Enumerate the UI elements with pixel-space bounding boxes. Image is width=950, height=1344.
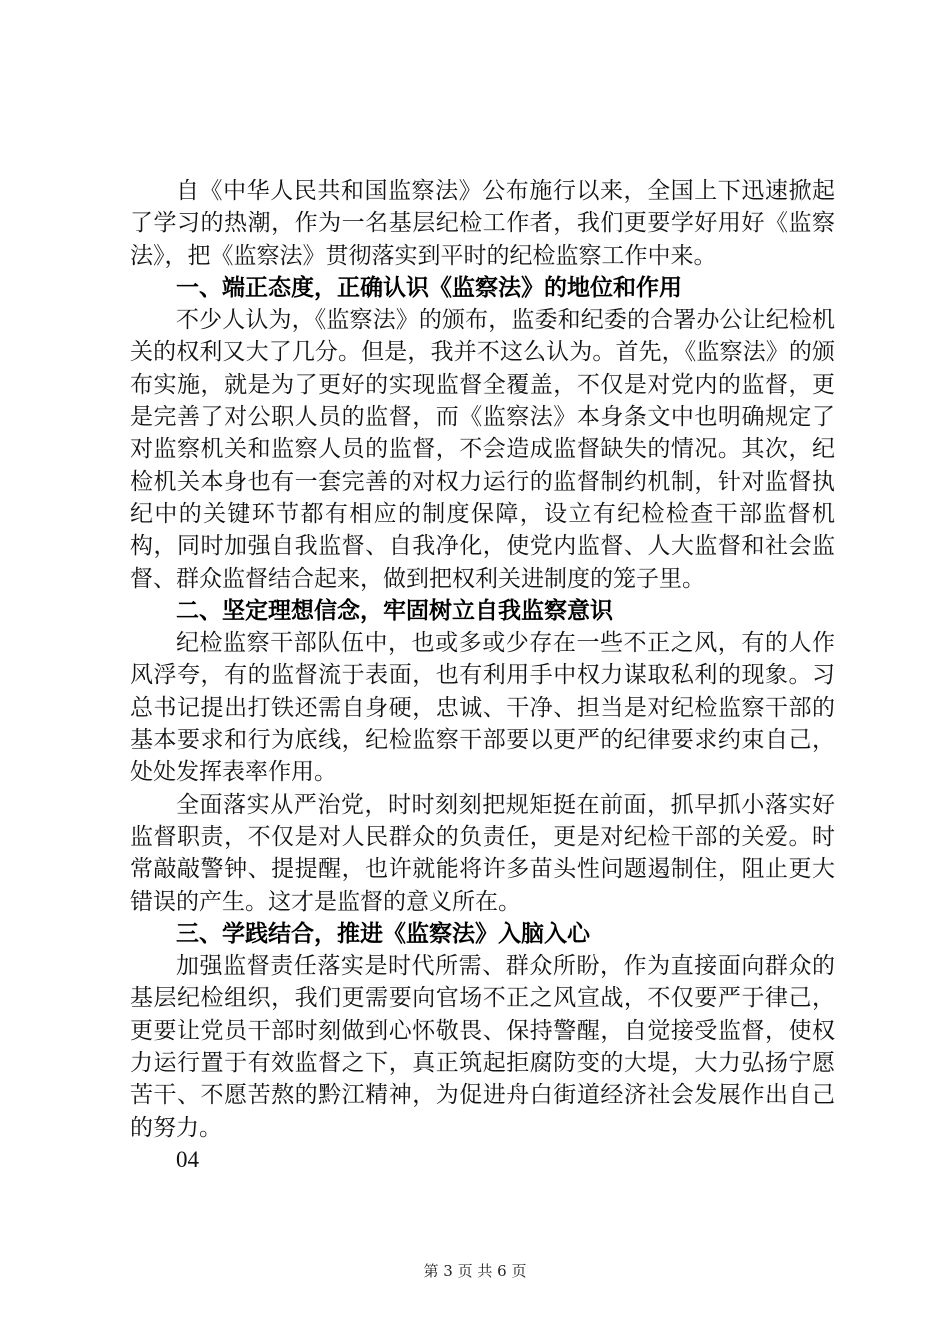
section-heading-3: 三、学践结合，推进《监察法》入脑入心 <box>176 920 590 947</box>
section-2-paragraph-1: 纪检监察干部队伍中，也或多或少存在一些不正之风，有的人作风浮夸，有的监督流于表面，也有利用手中权力谋取私利的现象。习总书记提出打铁还需自身硬，忠诚、干净、担当是对纪检监察干部的基本要求和行为底线，纪检监察干部要以更严的纪律要求约束自己，处处发挥表率作用。 <box>130 630 835 786</box>
section-1-paragraph: 不少人认为，《监察法》的颁布，监委和纪委的合署办公让纪检机关的权利又大了几分。但是，我并不这么认为。首先，《监察法》的颁布实施，就是为了更好的实现监督全覆盖，不仅是对党内的监督，更是完善了对公职人员的监督，而《监察法》本身条文中也明确规定了对监察机关和监察人员的监督，不会造成监督缺失的情况。其次，纪检机关本身也有一套完善的对权力运行的监督制约机制，针对监督执纪中的关键环节都有相应的制度保障，设立有纪检检查干部监督机构，同时加强自我监督、自我净化，使党内监督、人大监督和社会监督、群众监督结合起来，做到把权利关进制度的笼子里。 <box>130 307 835 592</box>
document-code-text: 04 <box>176 1146 199 1172</box>
document-body <box>130 175 835 1176</box>
intro-paragraph: 自《中华人民共和国监察法》公布施行以来，全国上下迅速掀起了学习的热潮，作为一名基层纪检工作者，我们更要学好用好《监察法》，把《监察法》贯彻落实到平时的纪检监察工作中来。 <box>130 178 835 269</box>
page-footer: 第 3 页 共 6 页 <box>423 1262 527 1280</box>
section-3-paragraph: 加强监督责任落实是时代所需、群众所盼，作为直接面向群众的基层纪检组织，我们更需要向官场不正之风宣战，不仅要严于律己，更要让党员干部时刻做到心怀敬畏、保持警醒，自觉接受监督，使权力运行置于有效监督之下，真正筑起拒腐防变的大堤，大力弘扬宁愿苦干、不愿苦熬的黔江精神，为促进舟白街道经济社会发展作出自己的努力。 <box>130 953 835 1141</box>
section-2-paragraph-2: 全面落实从严治党，时时刻刻把规矩挺在前面，抓早抓小落实好监督职责，不仅是对人民群众的负责任，更是对纪检干部的关爱。时常敲敲警钟、提提醒，也许就能将许多苗头性问题遏制住，阻止更大错误的产生。这才是监督的意义所在。 <box>130 791 835 915</box>
section-heading-1: 一、端正态度，正确认识《监察法》的地位和作用 <box>176 274 682 301</box>
section-heading-2: 二、坚定理想信念，牢固树立自我监察意识 <box>176 597 613 624</box>
